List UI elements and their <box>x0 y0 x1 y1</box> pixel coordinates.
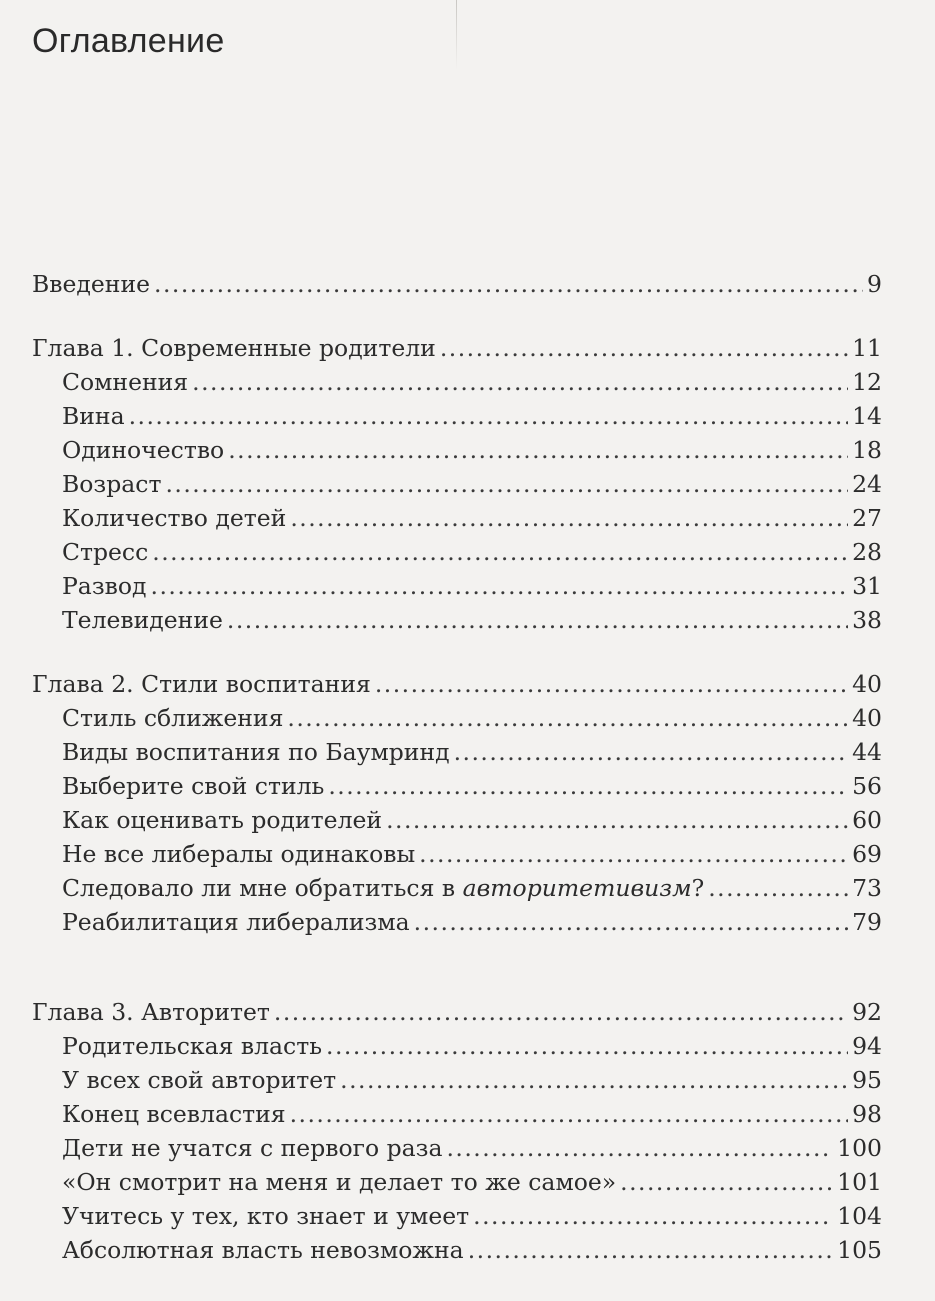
toc-entry-page: 92 <box>852 998 882 1026</box>
toc-entry-page: 28 <box>852 538 882 566</box>
toc-entry-title: Учитесь у тех, кто знает и умеет <box>62 1202 470 1230</box>
toc-entry <box>32 995 882 1029</box>
dot-leader <box>414 905 848 939</box>
dot-leader <box>468 1233 833 1267</box>
toc-subentry <box>32 1233 882 1267</box>
toc-subentry <box>32 1165 882 1199</box>
toc-entry-page: 44 <box>852 738 882 766</box>
toc-entry-page: 24 <box>852 470 882 498</box>
toc-entry-title: Не все либералы одинаковы <box>62 840 416 868</box>
toc-entry-title: Дети не учатся с первого раза <box>62 1134 443 1162</box>
toc-entry-page: 105 <box>837 1236 882 1264</box>
toc-entry-page: 18 <box>852 436 882 464</box>
toc-entry-page: 98 <box>852 1100 882 1128</box>
dot-leader <box>386 803 848 837</box>
toc-entry-page: 40 <box>852 670 882 698</box>
toc-entry-title: Стиль сближения <box>62 704 284 732</box>
toc-entry-page: 69 <box>852 840 882 868</box>
dot-leader <box>152 535 848 569</box>
toc-entry-page: 95 <box>852 1066 882 1094</box>
table-of-contents <box>32 267 882 1297</box>
dot-leader <box>326 1029 848 1063</box>
toc-entry-title-text: Следовало ли мне обратиться в <box>62 874 463 902</box>
toc-entry-title-italic: авторитетивизм <box>462 874 692 902</box>
toc-entry-title: Конец всевластия <box>62 1100 286 1128</box>
dot-leader <box>620 1165 833 1199</box>
toc-subentry <box>32 603 882 637</box>
dot-leader <box>151 569 849 603</box>
toc-subentry <box>32 569 882 603</box>
toc-subentry <box>32 365 882 399</box>
toc-entry-title: Реабилитация либерализма <box>62 908 410 936</box>
toc-entry-title: Стресс <box>62 538 149 566</box>
toc-entry-title: У всех свой авторитет <box>62 1066 337 1094</box>
toc-entry-title: Одиночество <box>62 436 225 464</box>
toc-subentry <box>32 1131 882 1165</box>
toc-chapter-2 <box>32 667 882 939</box>
toc-entry-title: Развод <box>62 572 147 600</box>
toc-entry-title: Сомнения <box>62 368 189 396</box>
toc-entry-page: 31 <box>852 572 882 600</box>
toc-entry-title: «Он смотрит на меня и делает то же самое» <box>62 1168 617 1196</box>
toc-entry <box>32 667 882 701</box>
toc-chapter-1 <box>32 331 882 637</box>
toc-entry <box>32 267 882 301</box>
dot-leader <box>228 433 848 467</box>
toc-entry-page: 104 <box>837 1202 882 1230</box>
toc-entry-title: Глава 1. Современные родители <box>32 334 436 362</box>
toc-subentry <box>32 769 882 803</box>
toc-entry <box>32 331 882 365</box>
toc-entry-page: 27 <box>852 504 882 532</box>
dot-leader <box>192 365 848 399</box>
toc-chapter-3 <box>32 995 882 1267</box>
dot-leader <box>328 769 848 803</box>
toc-entry-page: 56 <box>852 772 882 800</box>
toc-subentry <box>32 905 882 939</box>
toc-subentry <box>32 735 882 769</box>
toc-subentry <box>32 1029 882 1063</box>
toc-entry-title: Глава 2. Стили воспитания <box>32 670 371 698</box>
toc-subentry <box>32 837 882 871</box>
dot-leader <box>454 735 849 769</box>
toc-subentry <box>32 433 882 467</box>
toc-subentry <box>32 803 882 837</box>
toc-subentry <box>32 399 882 433</box>
toc-subentry <box>32 871 882 905</box>
dot-leader <box>129 399 848 433</box>
toc-entry-page: 94 <box>852 1032 882 1060</box>
toc-entry-title: Выберите свой стиль <box>62 772 325 800</box>
dot-leader <box>419 837 848 871</box>
toc-entry-title: Телевидение <box>62 606 223 634</box>
toc-subentry <box>32 1063 882 1097</box>
toc-entry-title: Возраст <box>62 470 162 498</box>
dot-leader <box>375 667 848 701</box>
toc-entry-title: Как оценивать родителей <box>62 806 383 834</box>
dot-leader <box>708 871 848 905</box>
toc-entry-title: Виды воспитания по Баумринд <box>62 738 450 766</box>
dot-leader <box>340 1063 848 1097</box>
dot-leader <box>440 331 848 365</box>
page-fold-line <box>456 0 457 70</box>
toc-entry-page: 9 <box>867 270 882 298</box>
toc-entry-title <box>62 871 704 905</box>
dot-leader <box>227 603 848 637</box>
toc-entry-title: Глава 3. Авторитет <box>32 998 270 1026</box>
toc-entry-page: 60 <box>852 806 882 834</box>
toc-subentry <box>32 701 882 735</box>
dot-leader <box>473 1199 833 1233</box>
toc-entry-page: 12 <box>852 368 882 396</box>
toc-subentry <box>32 467 882 501</box>
toc-subentry <box>32 1199 882 1233</box>
toc-entry-page: 101 <box>837 1168 882 1196</box>
toc-entry-page: 38 <box>852 606 882 634</box>
toc-entry-page: 11 <box>852 334 882 362</box>
toc-entry-title: Количество детей <box>62 504 287 532</box>
dot-leader <box>154 267 863 301</box>
toc-entry-title: Введение <box>32 270 151 298</box>
toc-entry-page: 100 <box>837 1134 882 1162</box>
toc-entry-title: Вина <box>62 402 125 430</box>
toc-subentry <box>32 535 882 569</box>
toc-entry-title-suffix: ? <box>691 874 705 902</box>
toc-entry-page: 14 <box>852 402 882 430</box>
toc-entry-title: Родительская власть <box>62 1032 323 1060</box>
toc-subentry <box>32 1097 882 1131</box>
toc-subentry <box>32 501 882 535</box>
toc-entry-title: Абсолютная власть невозможна <box>62 1236 464 1264</box>
toc-entry-page: 73 <box>852 874 882 902</box>
toc-chapter-introduction <box>32 267 882 301</box>
dot-leader <box>290 1097 848 1131</box>
dot-leader <box>290 501 848 535</box>
dot-leader <box>274 995 848 1029</box>
dot-leader <box>287 701 848 735</box>
dot-leader <box>446 1131 833 1165</box>
toc-entry-page: 79 <box>852 908 882 936</box>
page-title: Оглавление <box>32 22 225 60</box>
toc-entry-page: 40 <box>852 704 882 732</box>
dot-leader <box>165 467 848 501</box>
